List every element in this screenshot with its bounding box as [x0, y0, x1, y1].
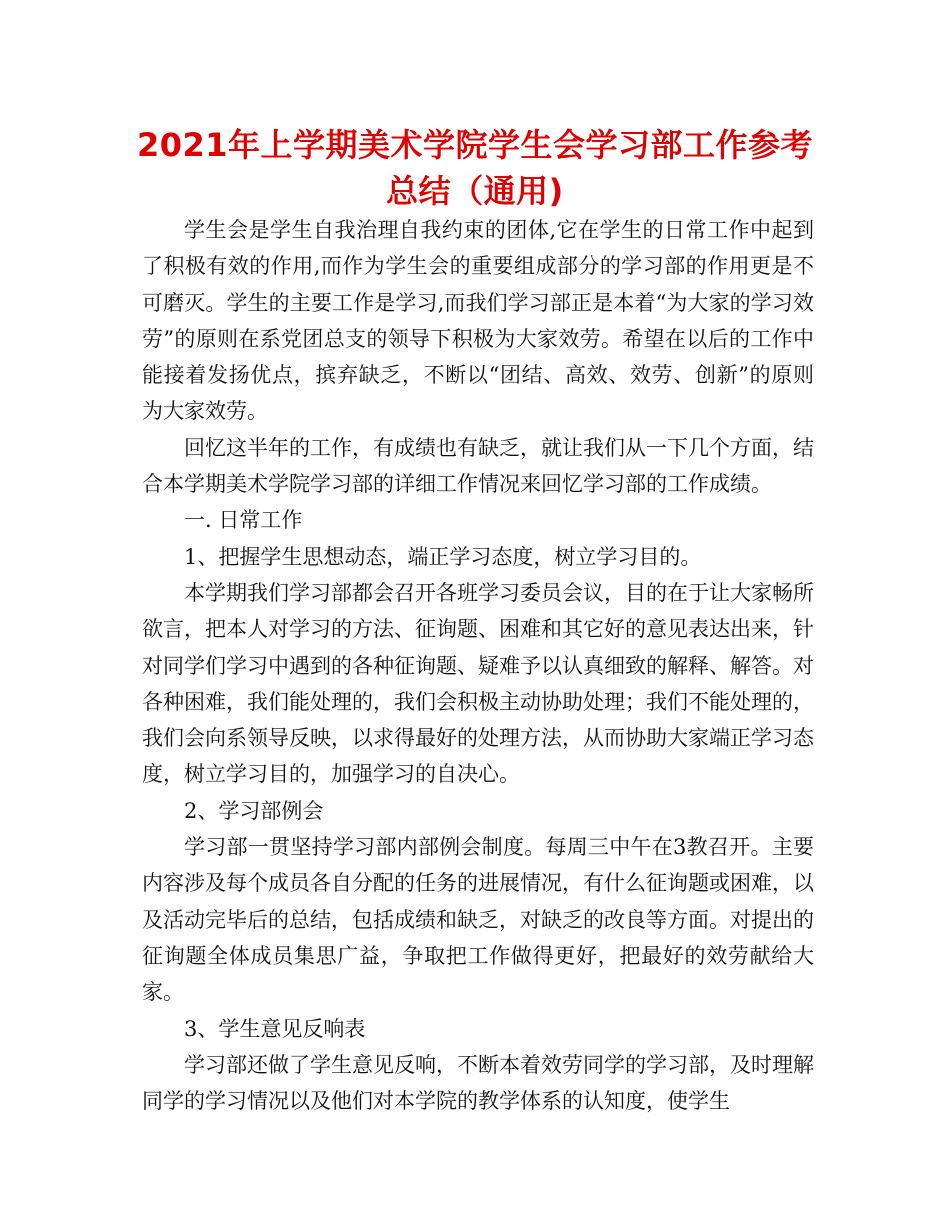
- paragraph-review: 回忆这半年的工作，有成绩也有缺乏，就让我们从一下几个方面，结合本学期美术学院学习部的详细工作情况来回忆学习部的工作成绩。: [142, 435, 814, 497]
- paragraph-subheading-1: 本学期我们学习部都会召开各班学习委员会议，目的在于让大家畅所欲言，把本人对学习的方法、征询题、困难和其它好的意见表达出来，针对同学们学习中遇到的各种征询题、疑难予以认真细致的解释、解答。对各种困难，我们能处理的，我们会积极主动协助处理；我们不能处理的，我们会向系领导反映，以求得最好的处理方法，从而协助大家端正学习态度，树立学习目的，加强学习的自决心。: [142, 580, 814, 787]
- paragraph-subheading-3: 学习部还做了学生意见反响，不断本着效劳同学的学习部，及时理解同学的学习情况以及他们对本学院的教学体系的认知度，使学生: [142, 1052, 814, 1114]
- subheading-3: 3、学生意见反响表: [184, 1016, 366, 1041]
- document-title-line-1: 2021年上学期美术学院学生会学习部工作参考: [136, 126, 814, 164]
- subheading-2: 2、学习部例会: [184, 798, 324, 823]
- subheading-1: 1、把握学生思想动态，端正学习态度，树立学习目的。: [184, 544, 702, 569]
- document-body: [142, 212, 814, 1119]
- section-heading-daily-work: 一. 日常工作: [184, 508, 303, 533]
- document-title-line-2: 总结（通用): [386, 172, 564, 210]
- paragraph-intro: 学生会是学生自我治理自我约束的团体,它在学生的日常工作中起到了积极有效的作用,而作为学生会的重要组成部分的学习部的作用更是不可磨灭。学生的主要工作是学习,而我们学习部正是本着“为大家的学习效劳”的原则在系党团总支的领导下积极为大家效劳。希望在以后的工作中能接着发扬优点，摈弃缺乏，不断以“团结、高效、效劳、创新”的原则为大家效劳。: [142, 218, 814, 424]
- paragraph-subheading-2: 学习部一贯坚持学习部内部例会制度。每周三中午在3教召开。主要内容涉及每个成员各自分配的任务的进展情况，有什么征询题或困难，以及活动完毕后的总结，包括成绩和缺乏，对缺乏的改良等方面。对提出的征询题全体成员集思广益，争取把工作做得更好，把最好的效劳献给大家。: [142, 835, 814, 1005]
